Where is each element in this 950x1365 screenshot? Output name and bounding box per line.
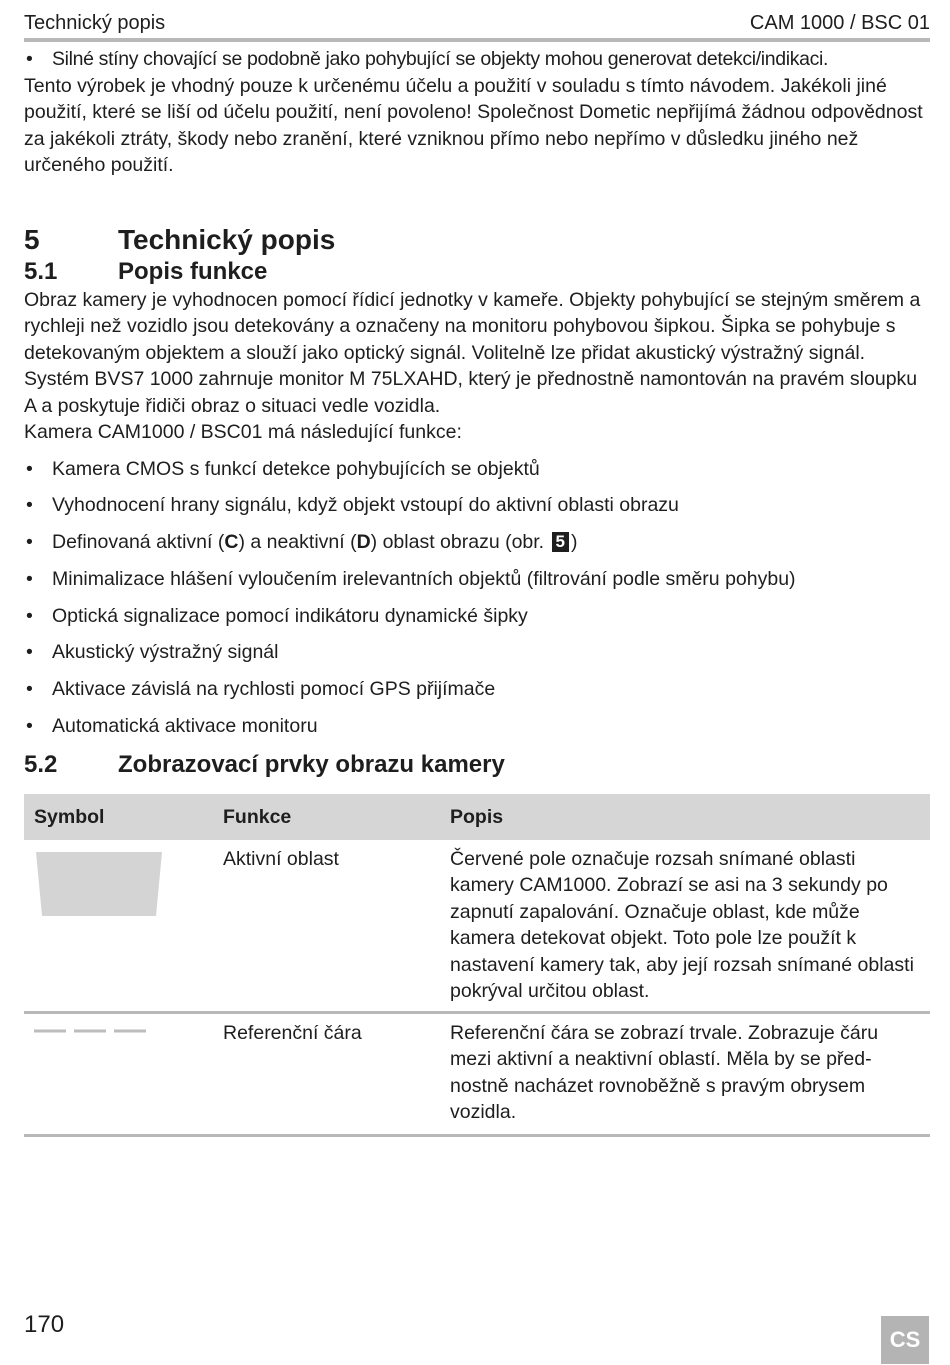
display-elements-table	[24, 794, 930, 1137]
function-cell: Aktivní oblast	[213, 840, 440, 1013]
list-item-text-part: ) a neaktivní (	[238, 531, 357, 554]
header-product-name: CAM 1000 / BSC 01	[749, 12, 930, 34]
section-number: 5.1	[24, 257, 58, 285]
list-item-text: Kamera CMOS s funkcí detekce pohybujících se objektů	[52, 457, 540, 480]
label-d: D	[356, 531, 371, 554]
list-item-text: Silné stíny chovající se podobně jako pohybující se objekty mohou generovat detekci/indikaci.	[52, 48, 829, 70]
page-content	[24, 44, 930, 1137]
list-item-text-part: )	[570, 531, 578, 554]
section-heading-5-2	[24, 750, 930, 780]
header-section-title: Technický popis	[24, 12, 166, 34]
list-item	[24, 46, 930, 73]
list-item	[24, 713, 930, 740]
chapter-title: Technický popis	[118, 223, 336, 255]
label-c: C	[224, 531, 239, 554]
table-header-row	[24, 794, 930, 840]
list-item	[24, 456, 930, 483]
list-item-text: Optická signalizace pomocí indikátoru dynamické šipky	[52, 604, 528, 627]
list-item-text: Minimalizace hlášení vyloučením irelevantních objektů (filtrování podle směru pohybu)	[52, 567, 796, 590]
list-item-text: Akustický výstražný signál	[52, 641, 279, 664]
function-paragraph-1: Obraz kamery je vyhodnocen pomocí řídicí jednotky v kameře. Objekty pohybující se stejným směrem a rychleji než vozidlo jsou detekovány a označeny na monitoru pohybovou šipkou. Šipka se pohybuje s detekovaným objektem a slouží jako optický signál. Volitelně lze přidat akustický výstražný signál.	[24, 288, 921, 364]
page-number: 170	[24, 1311, 65, 1338]
symbol-cell	[24, 840, 213, 1013]
header-rule	[24, 38, 930, 42]
list-item	[24, 639, 930, 666]
list-item	[24, 529, 930, 556]
list-item	[24, 492, 930, 519]
table-row	[24, 1012, 930, 1135]
active-area-trapezoid-icon	[34, 852, 164, 918]
description-cell: Červené pole označuje rozsah snímané oblasti kamery CAM1000. Zobrazí se asi na 3 sekundy po zapnutí zapalování. Označuje oblast, kde může kamera detekovat objekt. Toto pole lze použít k nastavení kamery tak, aby její rozsah snímané oblasti pokrýval určitou oblast.	[440, 840, 930, 1013]
figure-reference: 5	[552, 532, 569, 552]
language-badge: CS	[881, 1316, 929, 1364]
list-item-text-part: ) oblast obrazu (obr.	[370, 531, 550, 554]
chapter-heading	[24, 223, 930, 257]
dashed-reference-line-icon	[34, 1028, 154, 1034]
description-cell: Referenční čára se zobrazí trvale. Zobrazuje čáru mezi aktivní a neaktivní oblastí. Měla by se přednostně nacházet rovnoběžně s pravým obrysem vozidla.	[440, 1012, 930, 1135]
column-header-description: Popis	[440, 794, 930, 840]
list-item	[24, 566, 930, 593]
column-header-symbol: Symbol	[24, 794, 213, 840]
symbol-cell	[24, 1012, 213, 1135]
list-item-text: Automatická aktivace monitoru	[52, 715, 318, 738]
list-item-text: Aktivace závislá na rychlosti pomocí GPS přijímače	[52, 678, 496, 701]
section-number: 5.2	[24, 750, 58, 778]
column-header-function: Funkce	[213, 794, 440, 840]
section-title: Popis funkce	[118, 257, 268, 285]
feature-list	[24, 456, 930, 740]
running-header	[24, 10, 930, 36]
function-paragraph-3: Kamera CAM1000 / BSC01 má následující funkce:	[24, 421, 462, 443]
section-heading-5-1	[24, 257, 930, 287]
section-title: Zobrazovací prvky obrazu kamery	[118, 750, 505, 778]
list-item	[24, 676, 930, 703]
function-paragraph-2: Systém BVS7 1000 zahrnuje monitor M 75LXAHD, který je přednostně namontován na pravém sloupku A a poskytuje řidiči obraz o situaci vedle vozidla.	[24, 368, 918, 417]
function-cell: Referenční čára	[213, 1012, 440, 1135]
list-item-text-part: Definovaná aktivní (	[52, 531, 225, 554]
list-item-text: Vyhodnocení hrany signálu, když objekt vstoupí do aktivní oblasti obrazu	[52, 494, 679, 517]
intro-paragraph: Tento výrobek je vhodný pouze k určenému účelu a použití v souladu s tímto návodem. Jakékoli jiné použití, které se liší od účelu použití, není povoleno! Společnost Dometic nepřijímá žádnou odpovědnost za jakékoli ztráty, škody nebo zranění, které vzniknou přímo nebo nepřímo v důsledku jiného než určeného použití.	[24, 74, 923, 176]
list-item	[24, 603, 930, 630]
table-row	[24, 840, 930, 1013]
chapter-number: 5	[24, 223, 40, 255]
